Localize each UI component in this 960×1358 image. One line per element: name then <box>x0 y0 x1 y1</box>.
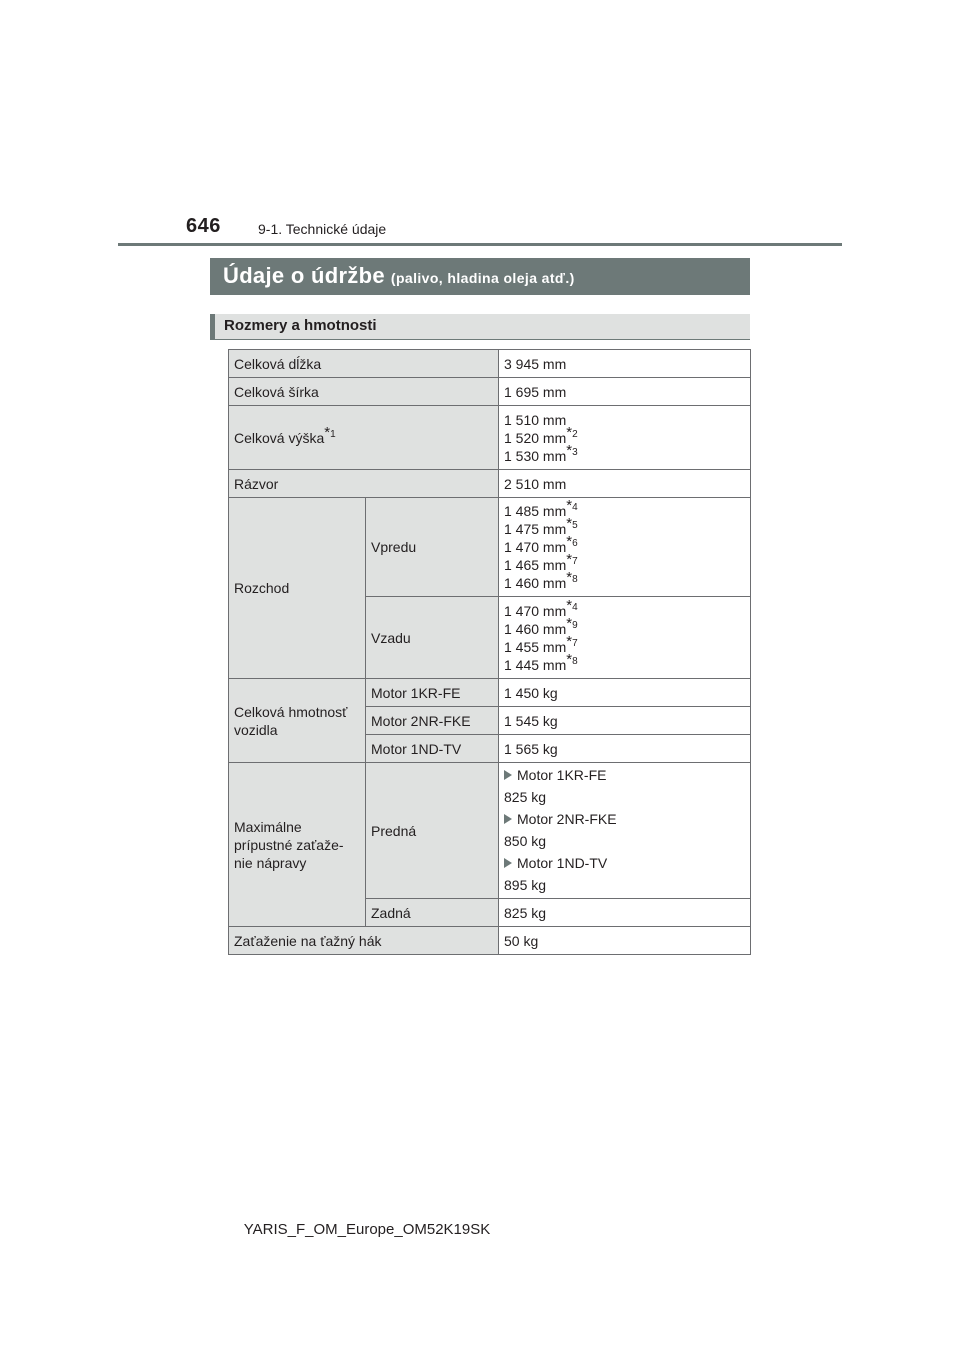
axle-value: 895 kg <box>504 877 547 893</box>
subheading-bar <box>210 314 215 340</box>
document-footer: YARIS_F_OM_Europe_OM52K19SK <box>243 1221 491 1238</box>
weight-label: Celková hmotnosť vozidla <box>229 679 366 763</box>
engine-option: Motor 1KR-FE <box>504 766 745 784</box>
axle-value: 850 kg <box>504 833 547 849</box>
track-value: 1 470 $mm^{*4}$ <box>504 596 578 619</box>
footnote-marker: *1 <box>324 423 336 441</box>
weight-engine-label: Motor 1ND-TV <box>366 735 499 763</box>
specs-table <box>228 349 751 955</box>
track-value: 1 460 $mm^{*8}$ <box>504 569 578 591</box>
table-row <box>229 406 751 470</box>
axle-front-values <box>499 763 751 899</box>
wheelbase-label: Rázvor <box>229 470 499 498</box>
section-label: 9-1. Technické údaje <box>258 221 387 237</box>
table-row <box>229 927 751 955</box>
triangle-bullet-icon <box>504 770 512 780</box>
weight-value: 1 565 kg <box>499 735 751 763</box>
length-label: Celková dĺžka <box>229 350 499 378</box>
height-label: Celková výška <box>234 429 325 446</box>
towbar-label: Zaťaženie na ťažný hák <box>229 927 499 955</box>
section-title: Údaje o údržbe <box>223 263 385 288</box>
triangle-bullet-icon <box>504 858 512 868</box>
weight-engine-label: Motor 2NR-FKE <box>366 707 499 735</box>
width-label: Celková šírka <box>229 378 499 406</box>
towbar-value: 50 kg <box>499 927 751 955</box>
table-row <box>229 498 751 597</box>
track-rear-label: Vzadu <box>366 597 499 679</box>
track-rear-values <box>499 597 751 679</box>
axle-rear-label: Zadná <box>366 899 499 927</box>
height-value: 1 520 $mm^{*2}$ <box>504 423 578 446</box>
table-row <box>229 470 751 498</box>
track-value: 1 470 $mm^{*6}$ <box>504 533 578 555</box>
height-values <box>499 406 751 470</box>
track-value: 1 475 $mm^{*5}$ <box>504 515 578 537</box>
page-number: 646 <box>186 215 221 237</box>
subheading <box>210 314 750 340</box>
table-row <box>229 350 751 378</box>
height-value: 1 510 mm <box>504 411 567 428</box>
weight-engine-label: Motor 1KR-FE <box>366 679 499 707</box>
track-value: 1 465 $mm^{*7}$ <box>504 551 578 573</box>
track-value: 1 455 $mm^{*7}$ <box>504 632 578 655</box>
height-value: 1 530 $mm^{*3}$ <box>504 441 578 464</box>
subheading-text: Rozmery a hmotnosti <box>224 317 377 334</box>
width-value: 1 695 mm <box>499 378 751 406</box>
axle-front-label: Predná <box>366 763 499 899</box>
wheelbase-value: 2 510 mm <box>499 470 751 498</box>
height-label-cell <box>229 406 499 470</box>
table-row <box>229 378 751 406</box>
track-front-label: Vpredu <box>366 498 499 597</box>
track-value: 1 445 $mm^{*8}$ <box>504 650 578 673</box>
axle-value: 825 kg <box>504 789 547 805</box>
engine-option: Motor 2NR-FKE <box>504 810 745 828</box>
track-label: Rozchod <box>229 498 366 679</box>
section-title-banner <box>210 258 750 295</box>
triangle-bullet-icon <box>504 814 512 824</box>
header-rule <box>118 243 842 246</box>
track-value: 1 460 $mm^{*9}$ <box>504 614 578 637</box>
table-row <box>229 679 751 707</box>
track-front-values <box>499 498 751 597</box>
axle-rear-value: 825 kg <box>499 899 751 927</box>
weight-value: 1 545 kg <box>499 707 751 735</box>
length-value: 3 945 mm <box>499 350 751 378</box>
weight-value: 1 450 kg <box>499 679 751 707</box>
axle-label: Maximálne prípustné zaťaže-nie nápravy <box>229 763 366 927</box>
engine-option: Motor 1ND-TV <box>504 854 745 872</box>
table-row <box>229 763 751 899</box>
section-subtitle: (palivo, hladina oleja atď.) <box>390 270 575 286</box>
track-value: 1 485 $mm^{*4}$ <box>504 497 578 519</box>
